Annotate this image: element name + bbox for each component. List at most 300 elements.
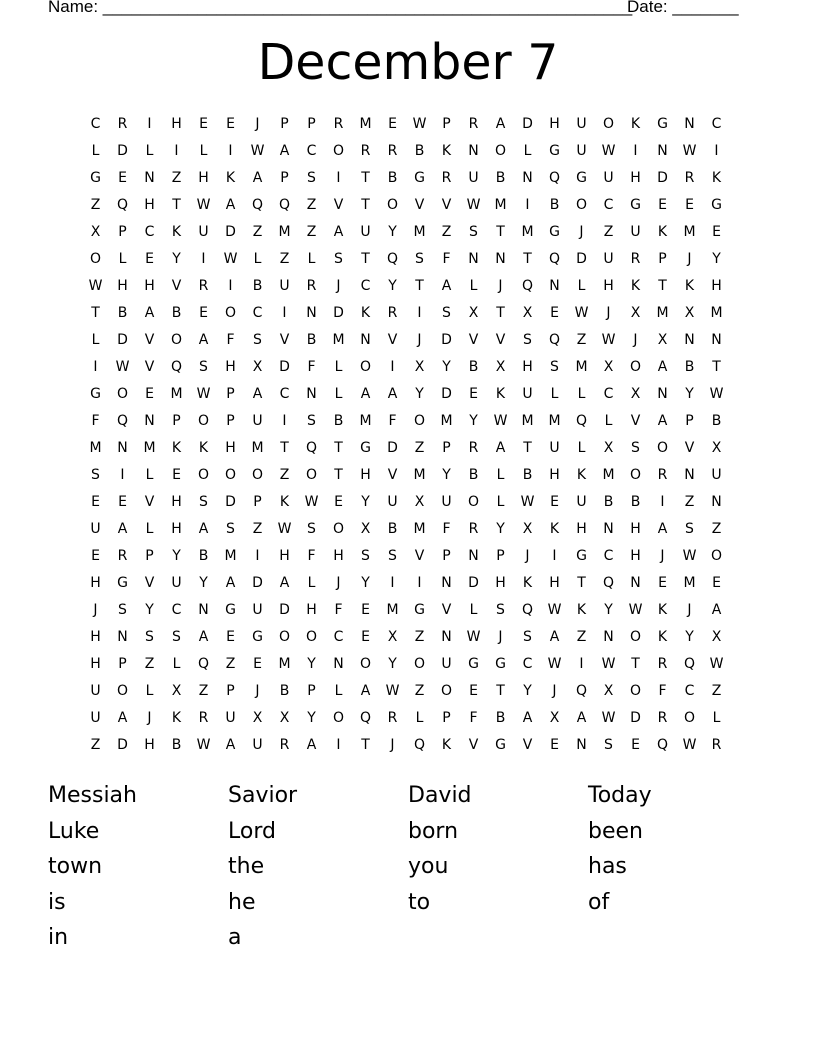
grid-letter: V <box>144 359 155 375</box>
grid-letter: C <box>306 143 317 159</box>
grid-letter: Q <box>278 197 291 213</box>
grid-letter: S <box>496 602 505 618</box>
grid-letter: C <box>522 656 533 672</box>
grid-letter: S <box>388 548 397 564</box>
grid-letter: I <box>390 575 395 591</box>
grid-letter: H <box>279 548 290 564</box>
grid-letter: T <box>415 278 424 294</box>
grid-letter: G <box>495 737 506 753</box>
grid-letter: N <box>117 629 128 645</box>
grid-letter: C <box>144 224 155 240</box>
grid-letter: H <box>171 521 182 537</box>
grid-letter: S <box>415 251 424 267</box>
grid-letter: O <box>413 656 426 672</box>
grid-letter: J <box>687 602 692 618</box>
grid-letter: G <box>549 224 560 240</box>
grid-letter: N <box>657 143 668 159</box>
grid-letter: R <box>684 170 695 186</box>
grid-letter: W <box>682 548 697 564</box>
grid-letter: L <box>334 386 343 402</box>
grid-letter: X <box>279 710 290 726</box>
grid-letter: N <box>576 737 587 753</box>
grid-letter: Z <box>90 737 101 753</box>
grid-letter: U <box>549 440 560 456</box>
grid-letter: D <box>279 359 290 375</box>
grid-letter: W <box>466 197 481 213</box>
grid-letter: R <box>468 440 479 456</box>
grid-letter: T <box>334 440 343 456</box>
grid-letter: Q <box>386 251 399 267</box>
grid-letter: Z <box>414 629 425 645</box>
grid-letter: I <box>255 548 260 564</box>
word-list-item: been <box>588 818 643 844</box>
grid-letter: U <box>279 278 290 294</box>
grid-letter: K <box>657 629 668 645</box>
grid-letter: B <box>333 413 344 429</box>
word-list-item: he <box>228 889 256 915</box>
grid-letter: H <box>360 467 371 483</box>
grid-letter: A <box>117 521 128 537</box>
grid-letter: J <box>93 602 98 618</box>
grid-letter: Y <box>469 413 478 429</box>
grid-letter: P <box>442 548 451 564</box>
grid-letter: A <box>657 359 668 375</box>
grid-row <box>82 543 730 570</box>
grid-row <box>82 462 730 489</box>
grid-letter: X <box>414 359 425 375</box>
grid-letter: E <box>631 737 640 753</box>
grid-letter: R <box>360 143 371 159</box>
grid-letter: E <box>334 494 343 510</box>
grid-letter: Q <box>359 710 372 726</box>
grid-letter: K <box>657 224 668 240</box>
grid-letter: R <box>279 737 290 753</box>
grid-letter: I <box>660 494 665 510</box>
grid-letter: O <box>494 143 507 159</box>
grid-letter: R <box>117 548 128 564</box>
grid-letter: L <box>577 386 586 402</box>
grid-letter: J <box>498 278 503 294</box>
grid-letter: H <box>144 197 155 213</box>
grid-letter: E <box>91 548 100 564</box>
grid-letter: B <box>630 494 641 510</box>
grid-letter: E <box>388 116 397 132</box>
grid-letter: H <box>225 359 236 375</box>
grid-row <box>82 381 730 408</box>
grid-letter: U <box>576 143 587 159</box>
grid-letter: C <box>603 197 614 213</box>
grid-letter: U <box>90 683 101 699</box>
grid-letter: X <box>252 359 263 375</box>
grid-row <box>82 273 730 300</box>
grid-letter: U <box>441 656 452 672</box>
grid-letter: P <box>118 224 127 240</box>
grid-letter: J <box>687 251 692 267</box>
grid-letter: F <box>469 710 478 726</box>
grid-letter: W <box>574 305 589 321</box>
grid-letter: Q <box>251 197 264 213</box>
grid-letter: G <box>90 170 101 186</box>
grid-letter: U <box>576 494 587 510</box>
grid-letter: U <box>360 224 371 240</box>
grid-letter: L <box>91 332 100 348</box>
grid-letter: H <box>549 575 560 591</box>
grid-letter: S <box>442 305 451 321</box>
grid-letter: V <box>522 737 533 753</box>
grid-letter: R <box>657 656 668 672</box>
grid-letter: A <box>279 575 290 591</box>
grid-letter: W <box>196 386 211 402</box>
grid-letter: Y <box>442 359 451 375</box>
grid-letter: E <box>712 224 721 240</box>
grid-letter: V <box>144 332 155 348</box>
grid-letter: A <box>495 440 506 456</box>
grid-letter: I <box>579 656 584 672</box>
grid-letter: H <box>549 116 560 132</box>
grid-letter: I <box>174 143 179 159</box>
grid-letter: Y <box>388 656 397 672</box>
grid-letter: N <box>684 116 695 132</box>
grid-letter: U <box>90 521 101 537</box>
grid-letter: E <box>199 116 208 132</box>
grid-letter: V <box>495 332 506 348</box>
grid-letter: E <box>226 629 235 645</box>
grid-letter: M <box>521 413 534 429</box>
grid-letter: P <box>442 440 451 456</box>
grid-letter: J <box>255 116 260 132</box>
grid-letter: K <box>630 116 641 132</box>
grid-letter: N <box>306 305 317 321</box>
grid-letter: Q <box>170 359 183 375</box>
grid-letter: K <box>711 170 722 186</box>
grid-letter: F <box>334 602 343 618</box>
grid-letter: Z <box>144 656 155 672</box>
grid-letter: T <box>577 575 586 591</box>
grid-letter: V <box>468 737 479 753</box>
grid-letter: T <box>361 170 370 186</box>
grid-letter: V <box>333 197 344 213</box>
grid-letter: D <box>117 332 128 348</box>
grid-letter: N <box>468 143 479 159</box>
grid-letter: B <box>468 359 479 375</box>
grid-row <box>82 435 730 462</box>
grid-letter: U <box>522 386 533 402</box>
grid-letter: W <box>682 737 697 753</box>
grid-letter: B <box>387 170 398 186</box>
grid-letter: M <box>359 413 372 429</box>
word-list-item: the <box>228 854 265 879</box>
grid-letter: R <box>198 278 209 294</box>
grid-letter: R <box>387 305 398 321</box>
grid-letter: M <box>656 305 669 321</box>
grid-letter: O <box>467 494 480 510</box>
grid-letter: X <box>387 629 398 645</box>
word-list-item: born <box>408 818 459 844</box>
grid-letter: S <box>307 521 316 537</box>
grid-letter: Z <box>90 197 101 213</box>
grid-letter: J <box>633 332 638 348</box>
grid-letter: H <box>603 278 614 294</box>
grid-row <box>82 300 730 327</box>
grid-letter: A <box>198 332 209 348</box>
grid-letter: Q <box>413 737 426 753</box>
grid-letter: S <box>469 224 478 240</box>
grid-letter: E <box>118 494 127 510</box>
grid-letter: W <box>520 494 535 510</box>
grid-letter: B <box>603 494 614 510</box>
grid-letter: X <box>252 710 263 726</box>
word-list-item: Today <box>588 783 652 808</box>
grid-letter: H <box>333 548 344 564</box>
grid-letter: O <box>116 386 129 402</box>
grid-letter: K <box>576 467 587 483</box>
grid-letter: N <box>144 413 155 429</box>
grid-letter: Y <box>388 224 397 240</box>
grid-letter: N <box>630 575 641 591</box>
grid-letter: N <box>117 440 128 456</box>
grid-letter: X <box>603 683 614 699</box>
grid-letter: Z <box>198 683 209 699</box>
grid-letter: N <box>522 170 533 186</box>
grid-letter: J <box>336 575 341 591</box>
word-list-item: to <box>408 889 431 915</box>
grid-letter: M <box>494 197 507 213</box>
grid-letter: O <box>278 629 291 645</box>
grid-letter: Y <box>172 251 181 267</box>
grid-letter: U <box>252 413 263 429</box>
grid-letter: J <box>417 332 422 348</box>
grid-letter: Z <box>252 224 263 240</box>
grid-letter: G <box>576 548 587 564</box>
grid-letter: F <box>307 548 316 564</box>
grid-letter: S <box>307 170 316 186</box>
grid-letter: V <box>279 332 290 348</box>
grid-row <box>82 651 730 678</box>
grid-letter: G <box>711 197 722 213</box>
grid-letter: E <box>226 116 235 132</box>
grid-letter: G <box>657 116 668 132</box>
grid-letter: D <box>252 575 263 591</box>
grid-letter: Z <box>576 332 587 348</box>
grid-letter: W <box>196 197 211 213</box>
grid-letter: Z <box>684 494 695 510</box>
grid-row <box>82 570 730 597</box>
grid-letter: P <box>658 251 667 267</box>
grid-letter: Y <box>307 710 316 726</box>
page-title: December 7 <box>257 34 559 91</box>
grid-letter: H <box>90 575 101 591</box>
grid-letter: E <box>469 386 478 402</box>
grid-letter: E <box>658 197 667 213</box>
grid-letter: Y <box>442 467 451 483</box>
grid-letter: J <box>498 629 503 645</box>
grid-letter: W <box>601 143 616 159</box>
grid-letter: E <box>712 575 721 591</box>
grid-letter: K <box>549 521 560 537</box>
grid-letter: O <box>629 683 642 699</box>
grid-letter: S <box>631 440 640 456</box>
grid-letter: J <box>660 548 665 564</box>
grid-letter: A <box>333 224 344 240</box>
grid-letter: S <box>145 629 154 645</box>
grid-letter: N <box>549 278 560 294</box>
grid-letter: H <box>549 467 560 483</box>
grid-letter: B <box>711 413 722 429</box>
grid-letter: Z <box>711 683 722 699</box>
grid-letter: O <box>602 116 615 132</box>
grid-letter: E <box>469 683 478 699</box>
grid-letter: D <box>225 224 236 240</box>
grid-letter: I <box>714 143 719 159</box>
grid-letter: X <box>603 359 614 375</box>
grid-letter: Q <box>548 251 561 267</box>
grid-letter: K <box>630 278 641 294</box>
grid-letter: B <box>495 170 506 186</box>
grid-letter: U <box>171 575 182 591</box>
grid-letter: E <box>361 602 370 618</box>
grid-letter: A <box>252 386 263 402</box>
grid-letter: O <box>170 332 183 348</box>
grid-letter: C <box>684 683 695 699</box>
grid-letter: P <box>442 710 451 726</box>
grid-letter: O <box>575 197 588 213</box>
grid-letter: X <box>522 521 533 537</box>
grid-letter: V <box>387 467 398 483</box>
grid-letter: W <box>601 710 616 726</box>
grid-letter: H <box>711 278 722 294</box>
grid-letter: Q <box>575 683 588 699</box>
word-list-item: Savior <box>228 783 298 808</box>
grid-letter: J <box>255 683 260 699</box>
grid-letter: K <box>576 602 587 618</box>
grid-letter: H <box>117 278 128 294</box>
grid-letter: V <box>441 602 452 618</box>
grid-letter: S <box>523 332 532 348</box>
grid-letter: P <box>280 116 289 132</box>
grid-letter: G <box>576 170 587 186</box>
grid-letter: M <box>548 413 561 429</box>
grid-letter: A <box>252 170 263 186</box>
grid-letter: M <box>251 440 264 456</box>
grid-letter: O <box>440 683 453 699</box>
grid-letter: P <box>226 386 235 402</box>
grid-letter: M <box>413 521 426 537</box>
grid-letter: N <box>657 386 668 402</box>
grid-letter: P <box>307 116 316 132</box>
grid-letter: M <box>683 575 696 591</box>
grid-letter: T <box>361 737 370 753</box>
word-search-grid <box>82 111 730 759</box>
grid-letter: R <box>711 737 722 753</box>
grid-letter: X <box>360 521 371 537</box>
grid-letter: W <box>304 494 319 510</box>
grid-letter: P <box>442 116 451 132</box>
grid-letter: E <box>145 386 154 402</box>
grid-letter: Q <box>575 413 588 429</box>
grid-row <box>82 246 730 273</box>
grid-letter: U <box>630 224 641 240</box>
grid-letter: W <box>493 413 508 429</box>
grid-letter: H <box>171 494 182 510</box>
grid-letter: X <box>414 494 425 510</box>
grid-letter: G <box>90 386 101 402</box>
grid-letter: D <box>630 710 641 726</box>
grid-letter: W <box>277 521 292 537</box>
grid-letter: S <box>199 494 208 510</box>
grid-letter: H <box>495 575 506 591</box>
grid-letter: I <box>93 359 98 375</box>
grid-letter: P <box>118 656 127 672</box>
grid-letter: L <box>253 251 262 267</box>
grid-letter: S <box>91 467 100 483</box>
grid-letter: C <box>360 278 371 294</box>
grid-letter: W <box>250 143 265 159</box>
grid-letter: T <box>496 305 505 321</box>
grid-letter: B <box>549 197 560 213</box>
grid-letter: Z <box>306 224 317 240</box>
word-list-item: David <box>408 783 472 808</box>
grid-letter: W <box>601 656 616 672</box>
grid-row <box>82 192 730 219</box>
word-list-item: of <box>588 889 610 915</box>
grid-letter: C <box>603 548 614 564</box>
grid-letter: N <box>684 467 695 483</box>
grid-letter: Q <box>521 602 534 618</box>
grid-letter: T <box>496 224 505 240</box>
grid-letter: E <box>118 170 127 186</box>
grid-letter: Z <box>414 440 425 456</box>
grid-letter: N <box>144 170 155 186</box>
grid-letter: P <box>685 413 694 429</box>
grid-letter: X <box>711 629 722 645</box>
grid-letter: Z <box>306 197 317 213</box>
grid-letter: J <box>390 737 395 753</box>
grid-letter: E <box>145 251 154 267</box>
grid-letter: W <box>682 143 697 159</box>
grid-letter: X <box>522 305 533 321</box>
grid-letter: F <box>226 332 235 348</box>
word-list-item: Luke <box>48 818 100 844</box>
grid-letter: B <box>171 737 182 753</box>
grid-letter: R <box>306 278 317 294</box>
grid-letter: P <box>145 548 154 564</box>
grid-letter: L <box>145 683 154 699</box>
grid-letter: D <box>522 116 533 132</box>
grid-letter: O <box>656 440 669 456</box>
grid-letter: W <box>412 116 427 132</box>
grid-letter: L <box>91 143 100 159</box>
grid-letter: E <box>685 197 694 213</box>
grid-letter: Z <box>414 683 425 699</box>
grid-letter: B <box>198 548 209 564</box>
grid-letter: W <box>628 602 643 618</box>
grid-letter: D <box>576 251 587 267</box>
grid-letter: P <box>172 413 181 429</box>
grid-letter: L <box>145 143 154 159</box>
grid-letter: E <box>199 305 208 321</box>
grid-letter: M <box>332 332 345 348</box>
grid-letter: V <box>144 494 155 510</box>
grid-letter: T <box>361 251 370 267</box>
grid-letter: I <box>525 197 530 213</box>
grid-letter: G <box>495 656 506 672</box>
grid-letter: Y <box>388 278 397 294</box>
grid-letter: L <box>307 575 316 591</box>
grid-letter: T <box>334 467 343 483</box>
grid-letter: D <box>441 386 452 402</box>
word-list-item: you <box>408 854 449 879</box>
grid-letter: K <box>441 737 452 753</box>
